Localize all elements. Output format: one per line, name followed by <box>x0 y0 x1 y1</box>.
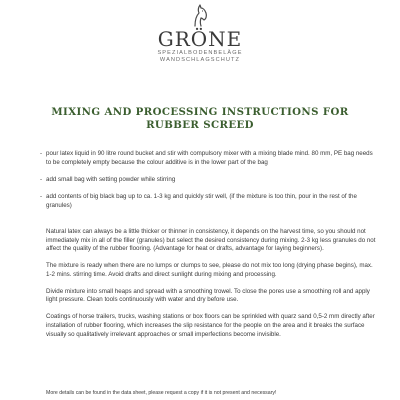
list-item-text: add contents of big black bag up to ca. 1-3 kg and quickly stir well, (if the mixture is too thin, pour in the rest of the granules) <box>46 192 357 209</box>
horse-head-icon <box>187 2 213 28</box>
brand-name: GRÖNE <box>157 27 243 51</box>
paragraph-mixture-ready: The mixture is ready when there are no lumps or clumps to see, please do not mix too long (drying phase begins), max. 1-2 mins. stirring time. Avoid drafts and direct sunlight during mixing and processing. <box>46 262 373 278</box>
paragraph-natural-latex: Natural latex can always be a little thicker or thinner in consistency, it depends on the harvest time, so you should not immediately mix in all of the filler (granules) but select the desired consistency during mixing. 2-3 kg less granules do not affect the quality of the rubber flooring. (Advantage for heat or drafts, advantage for laying beginners). <box>46 228 376 253</box>
page-title-line-2: RUBBER SCREED <box>146 119 254 131</box>
list-dash: - <box>40 150 43 157</box>
page-title <box>30 106 370 132</box>
list-item <box>40 192 376 210</box>
list-dash: - <box>40 192 43 200</box>
list-item <box>40 150 376 167</box>
steps-list <box>40 150 376 219</box>
body-paragraphs <box>46 228 376 348</box>
page-title-line-1: MIXING AND PROCESSING INSTRUCTIONS FOR <box>51 106 349 118</box>
brand-tagline-2: WANDSCHLAGSCHUTZ <box>159 57 241 63</box>
list-dash: - <box>40 175 43 183</box>
list-item-text: add small bag with setting powder while stirring <box>46 175 176 183</box>
list-item-text: pour latex liquid in 90 litre round bucket and stir with compulsory mixer with a mixing blade mind. 80 mm, PE bag needs to be completely empty because the colour additive is in the lower part of the bag <box>46 150 373 166</box>
paragraph-coatings: Coatings of horse trailers, trucks, washing stations or box floors can be sprinkled with quarz sand 0,5-2 mm directly after installation of rubber flooring, which increases the slip resistance for the people on the area and it breaks the surface visually so qualitatively irrelevant approaches or small imperfections become invisible. <box>46 313 375 338</box>
paragraph-divide-mixture: Divide mixture into small heaps and spread with a smoothing trowel. To close the pores use a smoothing roll and apply light pressure. Clean tools continuously with water and dry before use. <box>46 287 370 304</box>
footnote: More details can be found in the data sheet, please request a copy if it is not present and necessary! <box>46 390 277 396</box>
list-item <box>40 175 376 185</box>
brand-logo <box>0 2 400 64</box>
brand-tagline-1: SPEZIALBODENBELÄGE <box>157 50 243 56</box>
